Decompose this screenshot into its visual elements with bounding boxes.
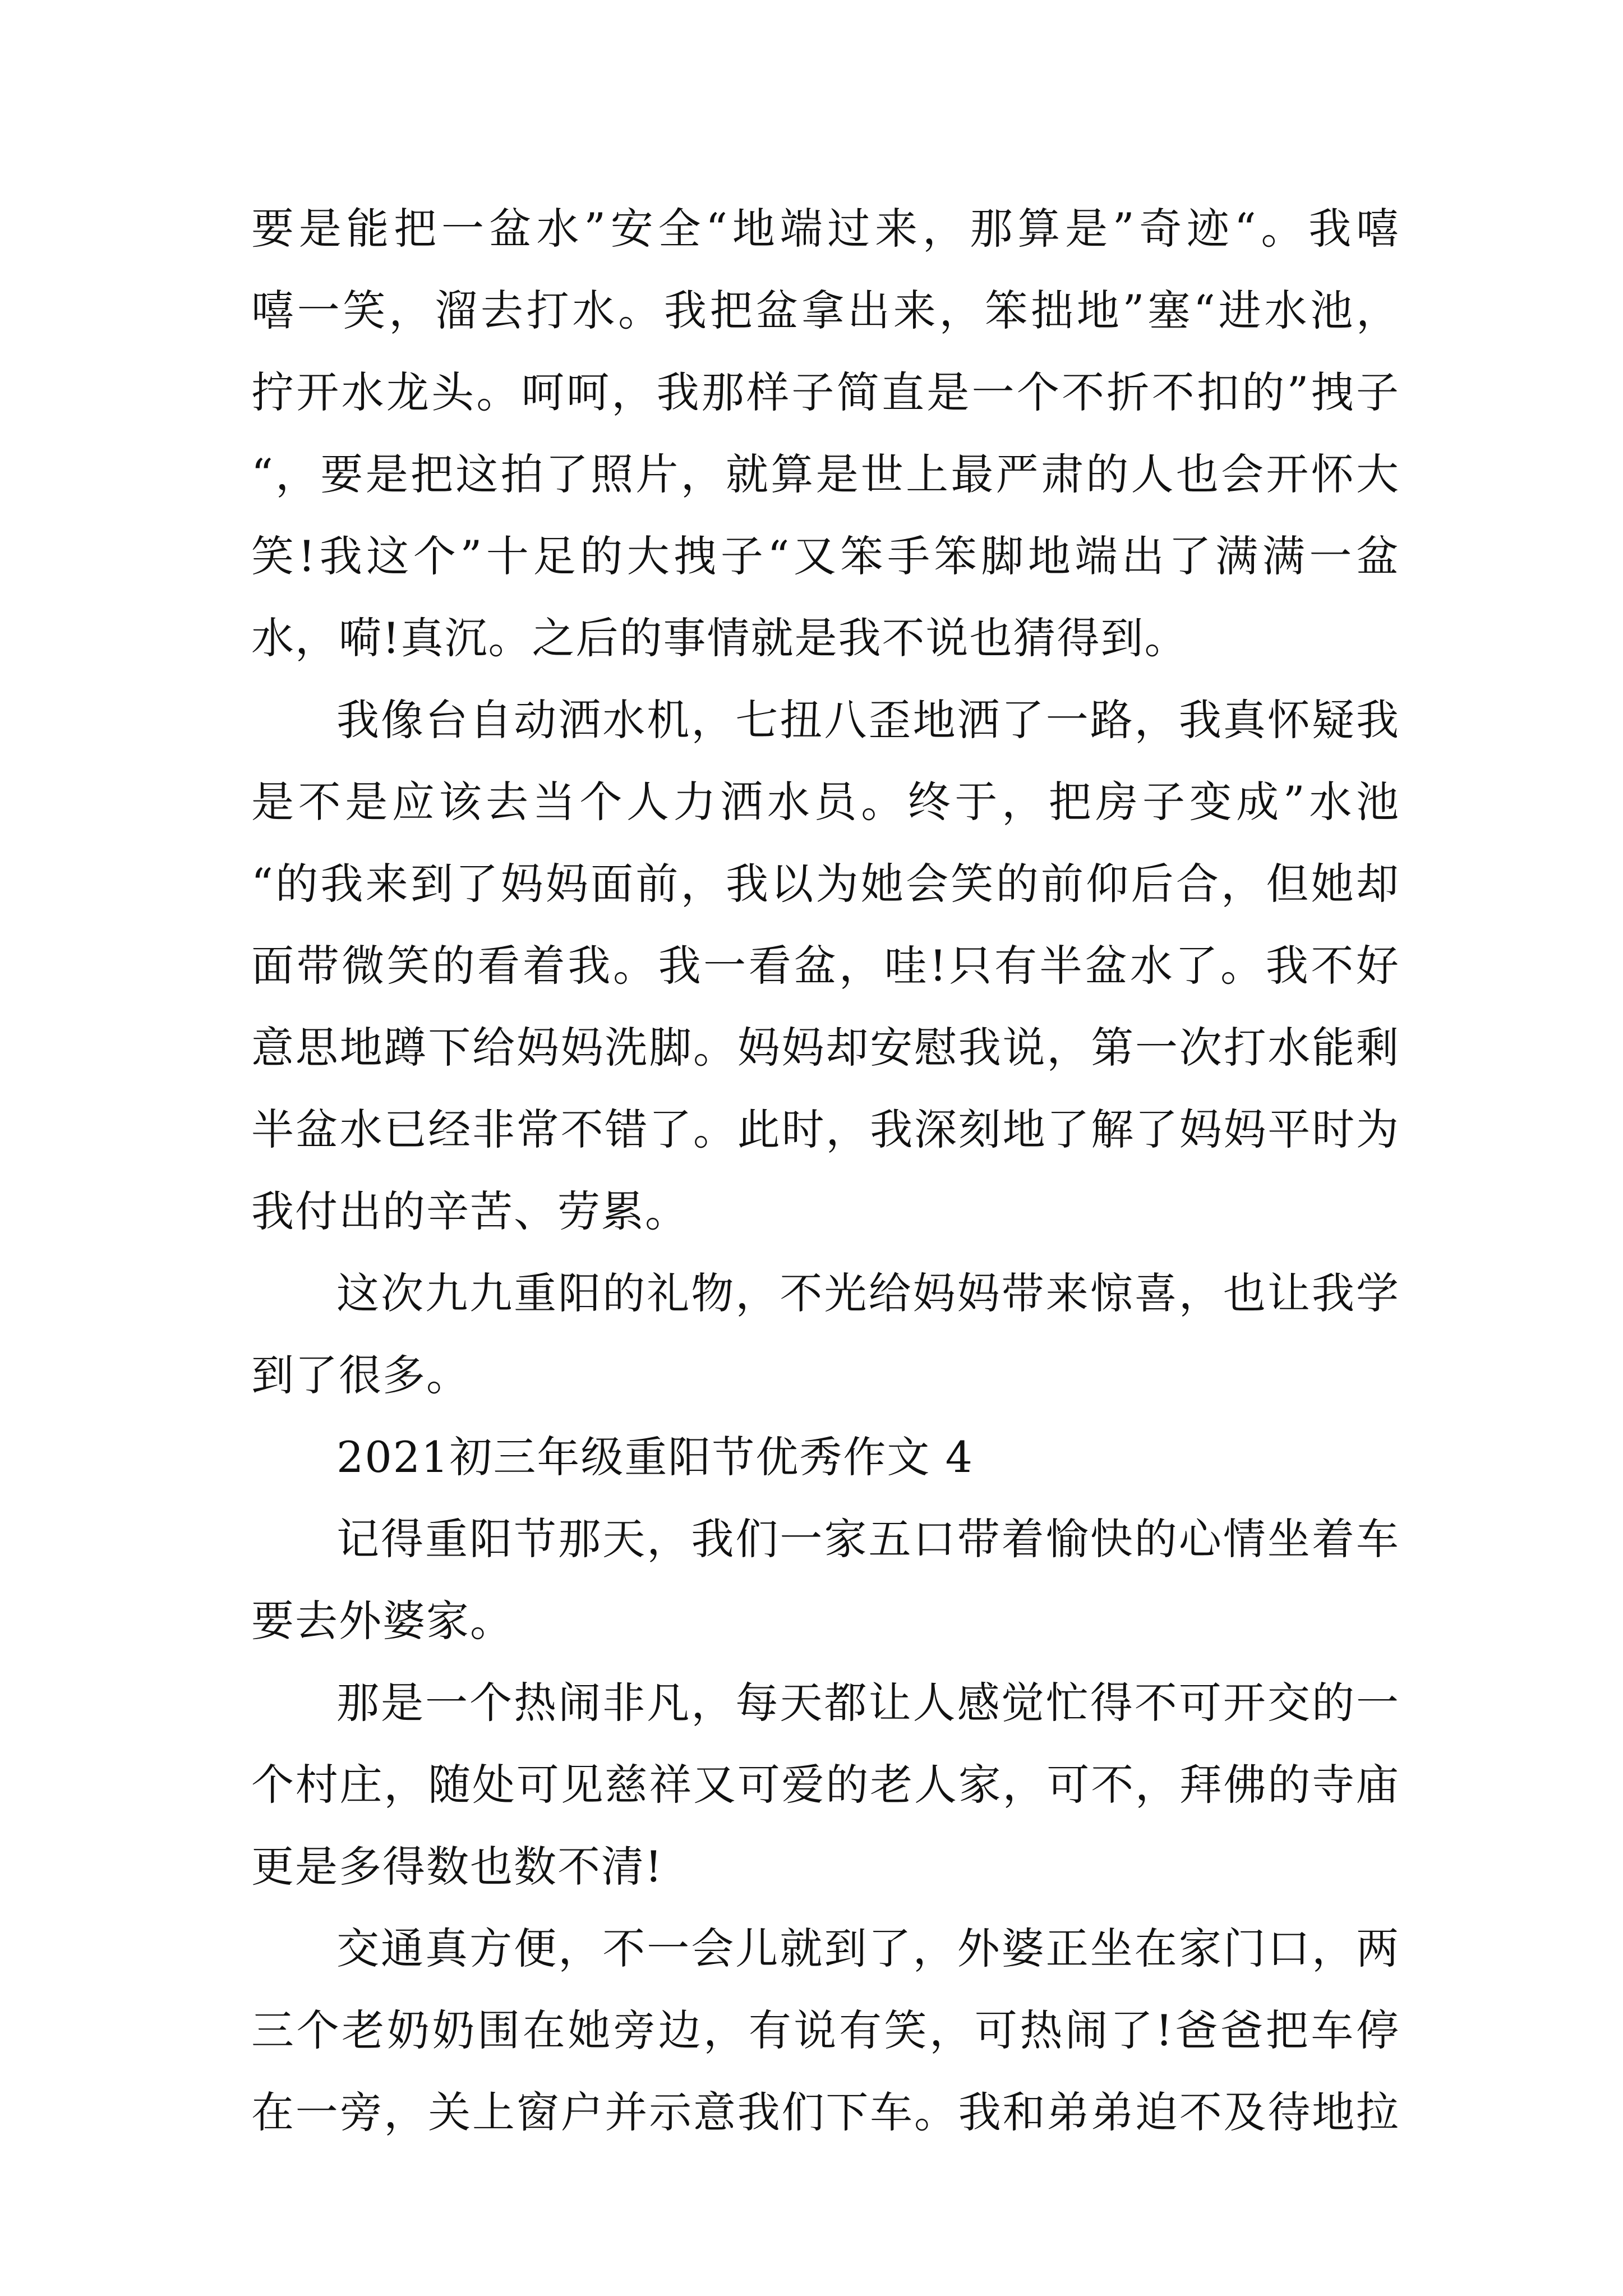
paragraph-first-line: 这次九九重阳的礼物，不光给妈妈带来惊喜，也让我学 xyxy=(336,1268,1400,1318)
text-line: 个村庄，随处可见慈祥又可爱的老人家，可不，拜佛的寺庙 xyxy=(251,1760,1400,1810)
text-line: 面带微笑的看着我。我一看盆，哇!只有半盆水了。我不好 xyxy=(251,941,1400,991)
section-heading: 2021初三年级重阳节优秀作文 4 xyxy=(336,1432,974,1482)
text-line: 意思地蹲下给妈妈洗脚。妈妈却安慰我说，第一次打水能剩 xyxy=(251,1023,1400,1073)
text-line: 拧开水龙头。呵呵，我那样子简直是一个不折不扣的”拽子 xyxy=(251,367,1400,417)
text-line: 更是多得数也数不清! xyxy=(251,1842,663,1892)
text-line: 我付出的辛苦、劳累。 xyxy=(251,1186,689,1236)
text-line: 半盆水已经非常不错了。此时，我深刻地了解了妈妈平时为 xyxy=(251,1105,1400,1154)
paragraph-first-line: 那是一个热闹非凡，每天都让人感觉忙得不可开交的一 xyxy=(336,1678,1400,1728)
text-line: 在一旁，关上窗户并示意我们下车。我和弟弟迫不及待地拉 xyxy=(251,2087,1400,2137)
paragraph-first-line: 我像台自动洒水机，七扭八歪地洒了一路，我真怀疑我 xyxy=(336,695,1400,745)
text-line: 要是能把一盆水”安全“地端过来，那算是”奇迹“。我嘻 xyxy=(251,204,1400,254)
text-line: 嘻一笑，溜去打水。我把盆拿出来，笨拙地”塞“进水池， xyxy=(251,286,1400,335)
text-line: “的我来到了妈妈面前，我以为她会笑的前仰后合，但她却 xyxy=(251,859,1400,909)
paragraph-first-line: 记得重阳节那天，我们一家五口带着愉快的心情坐着车 xyxy=(336,1514,1400,1564)
paragraph-first-line: 交通真方便，不一会儿就到了，外婆正坐在家门口，两 xyxy=(336,1924,1400,1973)
document-body xyxy=(251,188,1400,2154)
text-line: 要去外婆家。 xyxy=(251,1596,514,1646)
text-line: 到了很多。 xyxy=(251,1350,470,1400)
text-line: 三个老奶奶围在她旁边，有说有笑，可热闹了!爸爸把车停 xyxy=(251,2005,1400,2055)
text-line: 水，嗬!真沉。之后的事情就是我不说也猜得到。 xyxy=(251,613,1188,663)
text-line: “，要是把这拍了照片，就算是世上最严肃的人也会开怀大 xyxy=(251,449,1400,499)
text-line: 笑!我这个”十足的大拽子“又笨手笨脚地端出了满满一盆 xyxy=(251,531,1400,581)
text-line: 是不是应该去当个人力洒水员。终于，把房子变成”水池 xyxy=(251,777,1400,827)
